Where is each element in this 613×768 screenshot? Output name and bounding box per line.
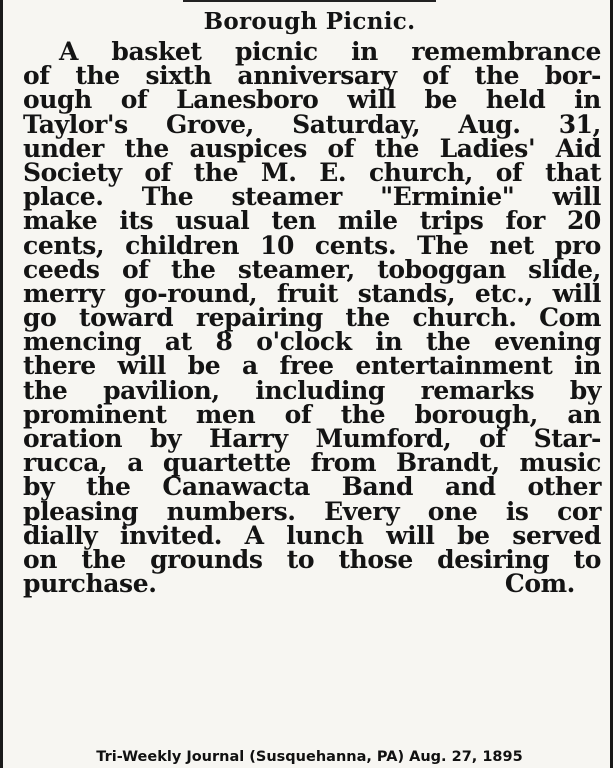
article-line: A basket picnic in remembrance [59, 37, 601, 66]
top-divider [183, 0, 436, 2]
article-line: make its usual ten mile trips for 20 [23, 206, 601, 236]
article-line: Taylor's Grove, Saturday, Aug. 31, [23, 109, 601, 139]
article-line: Society of the M. E. church, of that [23, 157, 601, 187]
article-line: ceeds of the steamer, toboggan slide, [23, 254, 601, 284]
article-line: place. The steamer "Erminie" will [23, 182, 601, 212]
article-last-words: purchase. [23, 569, 157, 599]
article-line: cents, children 10 cents. The net pro [23, 230, 601, 260]
article-headline: Borough Picnic. [203, 8, 416, 35]
article-line: dially invited. A lunch will be served [23, 520, 601, 550]
article-last-line [23, 569, 601, 599]
source-caption: Tri-Weekly Journal (Susquehanna, PA) Aug. 27, 1895 [96, 749, 523, 765]
article-line: go toward repairing the church. Com [23, 303, 601, 333]
article-line: there will be a free entertainment in [23, 351, 601, 381]
article-line: rucca, a quartette from Brandt, music [23, 448, 601, 478]
article-line: mencing at 8 o'clock in the evening [23, 327, 601, 357]
article-line: oration by Harry Mumford, of Star- [23, 424, 601, 453]
article-line: prominent men of the borough, an [23, 399, 601, 429]
article-signature: Com. [504, 569, 575, 599]
article-line: merry go-round, fruit stands, etc., will [23, 278, 601, 308]
article-line: pleasing numbers. Every one is cor [23, 496, 601, 526]
article-line: of the sixth anniversary of the bor- [23, 61, 601, 91]
article-line: on the grounds to those desiring to [23, 544, 601, 574]
article-line: by the Canawacta Band and other [23, 472, 601, 502]
article-body [23, 37, 601, 599]
article-line: under the auspices of the Ladies' Aid [23, 133, 601, 163]
article-line: ough of Lanesboro will be held in [23, 85, 601, 115]
article-line: the pavilion, including remarks by [23, 375, 601, 405]
